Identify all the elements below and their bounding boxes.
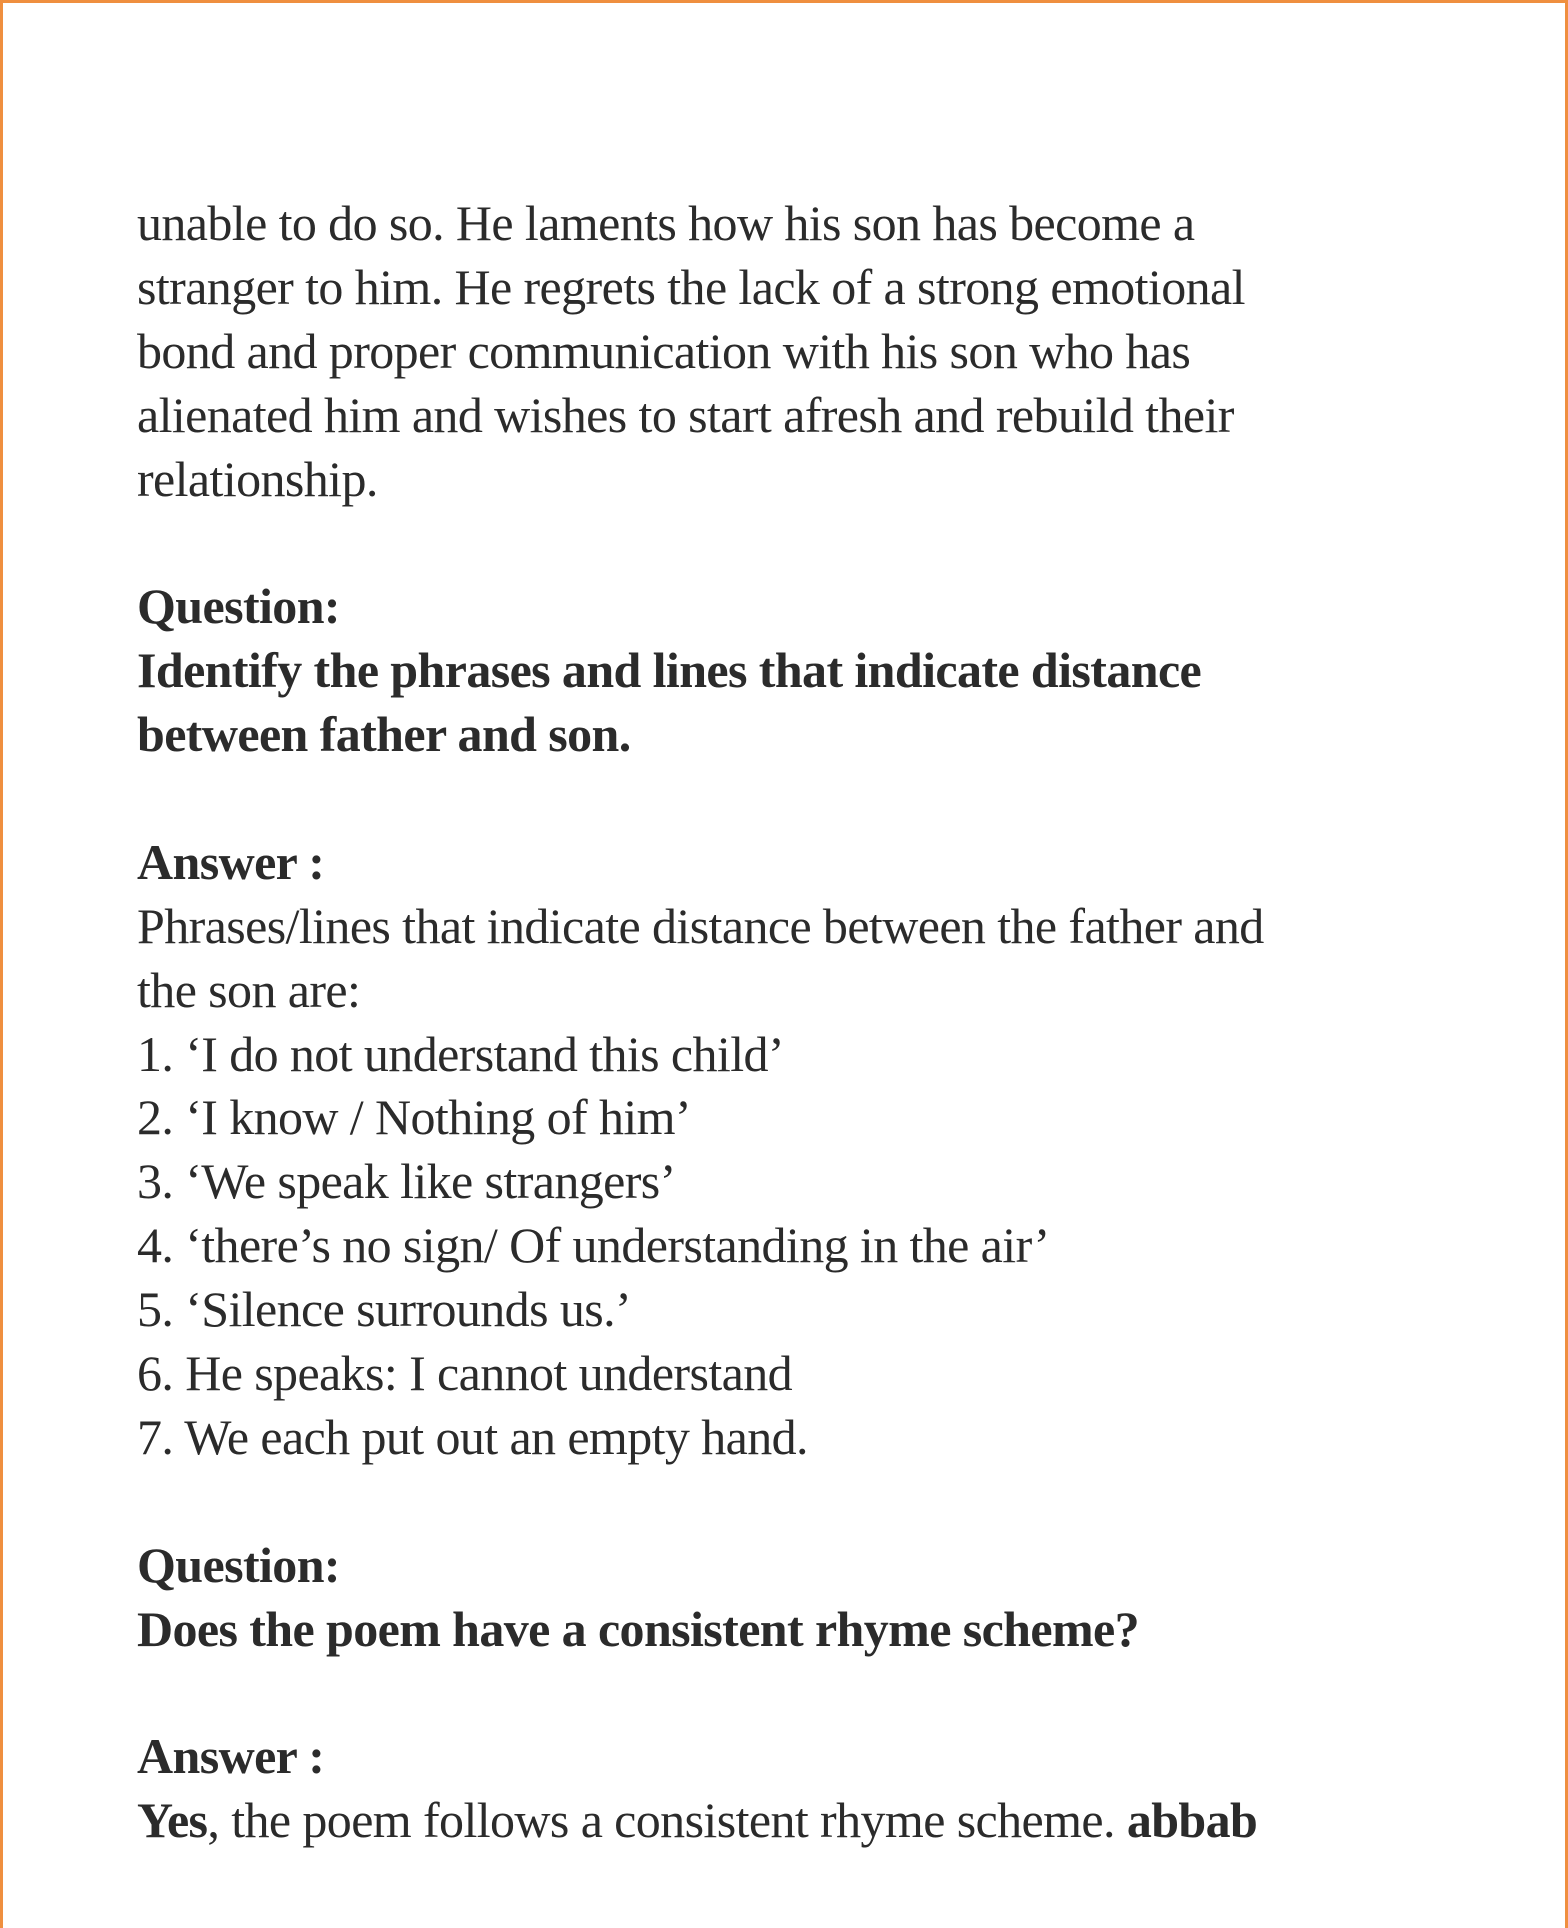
paragraph-line: bond and proper communication with his son who has (137, 322, 1191, 379)
intro-paragraph (137, 192, 1537, 511)
qa-block-2 (137, 1534, 1537, 1853)
paragraph-line: relationship. (137, 450, 378, 507)
spacer (137, 1661, 1537, 1725)
question-text: Identify the phrases and lines that indicate distance (137, 642, 1202, 699)
answer-label: Answer : (137, 833, 325, 890)
paragraph-line: alienated him and wishes to start afresh and rebuild their (137, 386, 1234, 443)
answer-text (137, 1789, 1537, 1853)
question-text: Does the poem have a consistent rhyme scheme? (137, 1600, 1140, 1657)
answer-text: the son are: (137, 961, 361, 1018)
answer-list-item: 6. He speaks: I cannot understand (137, 1345, 793, 1402)
answer-text: Phrases/lines that indicate distance between the father and (137, 897, 1264, 954)
answer-bold-lead: Yes (137, 1792, 208, 1849)
spacer (137, 1470, 1537, 1534)
paragraph-line: stranger to him. He regrets the lack of a strong emotional (137, 258, 1245, 315)
answer-list-item: 3. ‘We speak like strangers’ (137, 1153, 676, 1210)
question-label: Question: (137, 1536, 340, 1593)
answer-list-item: 7. We each put out an empty hand. (137, 1408, 808, 1465)
answer-body: , the poem follows a consistent rhyme scheme. (207, 1792, 1127, 1849)
answer-list-item: 2. ‘I know / Nothing of him’ (137, 1089, 691, 1146)
question-text: between father and son. (137, 706, 631, 763)
answer-list-item: 1. ‘I do not understand this child’ (137, 1025, 784, 1082)
paragraph-line: unable to do so. He laments how his son has become a (137, 195, 1195, 251)
spacer (137, 767, 1537, 831)
answer-list-item: 4. ‘there’s no sign/ Of understanding in the air’ (137, 1217, 1050, 1274)
answer-list-item: 5. ‘Silence surrounds us.’ (137, 1281, 632, 1338)
rhyme-scheme: abbab (1126, 1792, 1258, 1849)
answer-list (137, 1023, 1537, 1470)
question-label: Question: (137, 578, 340, 635)
qa-block-1 (137, 575, 1537, 1469)
document-content (137, 192, 1537, 1853)
spacer (137, 511, 1537, 575)
answer-label: Answer : (137, 1728, 325, 1785)
